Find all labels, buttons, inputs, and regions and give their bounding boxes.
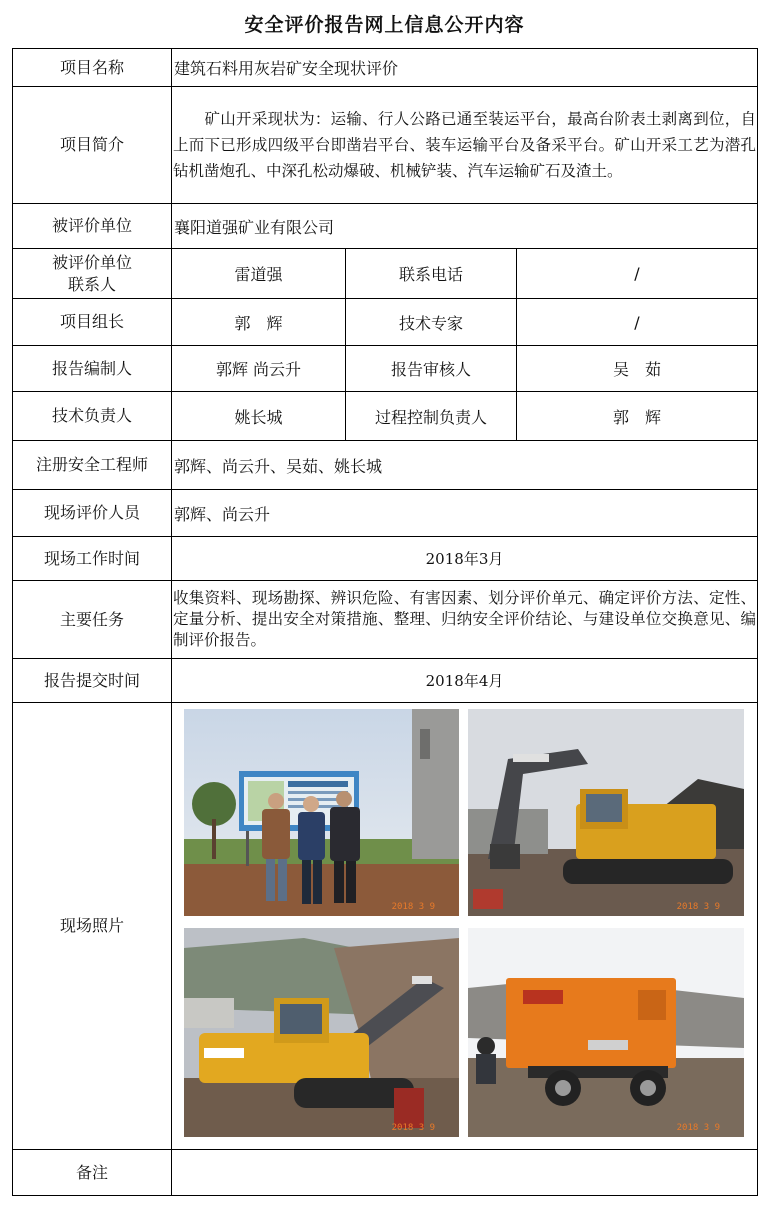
value-remarks — [172, 1150, 758, 1196]
row-submit-time — [13, 659, 758, 703]
value-project-intro: 矿山开采现状为：运输、行人公路已通至装运平台，最高台阶表土剥离到位，自上而下已形成四级平台即凿岩平台、装车运输平台及备采平台。矿山开采工艺为潜孔钻机凿炮孔、中深孔松动爆破、机械铲装、汽车运输矿石及渣土。 — [172, 87, 758, 204]
label-phone: 联系电话 — [346, 249, 517, 299]
value-submit-time: 2018年4月 — [172, 659, 758, 703]
row-project-intro — [13, 87, 758, 204]
label-photos: 现场照片 — [13, 703, 172, 1150]
label-site-staff: 现场评价人员 — [13, 490, 172, 537]
row-remarks — [13, 1150, 758, 1196]
photo-date-stamp: 2018 3 9 — [676, 1123, 720, 1133]
label-compiler: 报告编制人 — [13, 346, 172, 392]
row-evaluated-unit — [13, 204, 758, 249]
photo-date-stamp: 2018 3 9 — [391, 1123, 435, 1133]
label-reviewer: 报告审核人 — [346, 346, 517, 392]
row-site-time — [13, 537, 758, 581]
label-process-control: 过程控制负责人 — [346, 392, 517, 441]
photos-cell — [172, 703, 758, 1150]
value-tech-lead: 姚长城 — [172, 392, 346, 441]
photo-grid — [172, 703, 753, 1149]
photo-date-stamp: 2018 3 9 — [676, 902, 720, 912]
value-expert: / — [517, 299, 758, 346]
label-engineers: 注册安全工程师 — [13, 441, 172, 490]
label-site-time: 现场工作时间 — [13, 537, 172, 581]
photo-excavator-1 — [468, 709, 744, 916]
row-compiler — [13, 346, 758, 392]
label-remarks: 备注 — [13, 1150, 172, 1196]
row-contact — [13, 249, 758, 299]
row-main-tasks — [13, 581, 758, 659]
row-project-name — [13, 49, 758, 87]
photo-date-stamp: 2018 3 9 — [391, 902, 435, 912]
row-tech-lead — [13, 392, 758, 441]
value-phone: / — [517, 249, 758, 299]
label-expert: 技术专家 — [346, 299, 517, 346]
label-contact-line1: 被评价单位 — [51, 252, 132, 272]
label-submit-time: 报告提交时间 — [13, 659, 172, 703]
label-evaluated-unit: 被评价单位 — [13, 204, 172, 249]
value-engineers: 郭辉、尚云升、吴茹、姚长城 — [172, 441, 758, 490]
info-table — [12, 48, 758, 1196]
value-project-name: 建筑石料用灰岩矿安全现状评价 — [172, 49, 758, 87]
label-contact-line2: 联系人 — [67, 274, 116, 294]
label-contact — [13, 249, 172, 299]
value-site-staff: 郭辉、尚云升 — [172, 490, 758, 537]
value-compiler: 郭辉 尚云升 — [172, 346, 346, 392]
value-leader: 郭 辉 — [172, 299, 346, 346]
row-site-staff — [13, 490, 758, 537]
value-site-time: 2018年3月 — [172, 537, 758, 581]
value-process-control: 郭 辉 — [517, 392, 758, 441]
value-reviewer: 吴 茹 — [517, 346, 758, 392]
value-evaluated-unit: 襄阳道强矿业有限公司 — [172, 204, 758, 249]
photo-site-people — [184, 709, 459, 916]
photo-compressor — [468, 928, 744, 1137]
row-photos — [13, 703, 758, 1150]
label-project-name: 项目名称 — [13, 49, 172, 87]
photo-excavator-2 — [184, 928, 459, 1137]
label-leader: 项目组长 — [13, 299, 172, 346]
row-leader — [13, 299, 758, 346]
value-main-tasks: 收集资料、现场勘探、辨识危险、有害因素、划分评价单元、确定评价方法、定性、定量分析、提出安全对策措施、整理、归纳安全评价结论、与建设单位交换意见、编制评价报告。 — [172, 581, 758, 659]
label-main-tasks: 主要任务 — [13, 581, 172, 659]
row-engineers — [13, 441, 758, 490]
value-contact: 雷道强 — [172, 249, 346, 299]
page-title: 安全评价报告网上信息公开内容 — [244, 14, 525, 36]
label-tech-lead: 技术负责人 — [13, 392, 172, 441]
label-project-intro: 项目简介 — [13, 87, 172, 204]
